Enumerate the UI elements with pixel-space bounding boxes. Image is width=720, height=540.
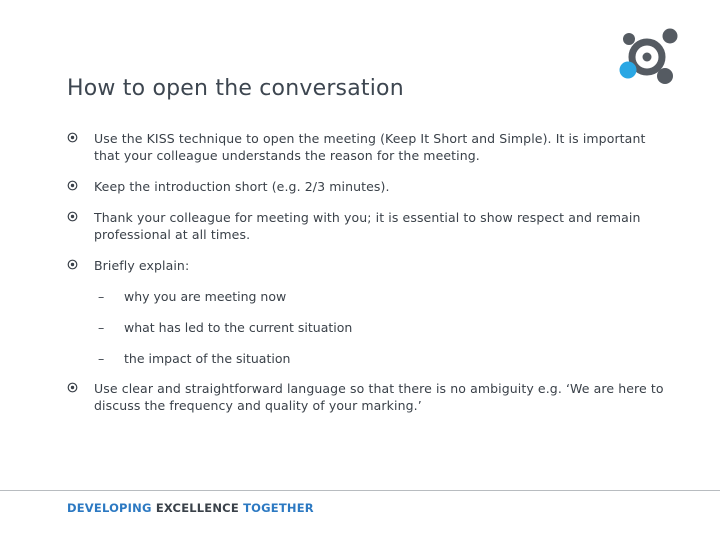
brand-logo xyxy=(614,26,684,92)
sub-bullet-item xyxy=(98,288,286,305)
tagline-together: TOGETHER xyxy=(243,501,314,515)
sub-bullet-item xyxy=(98,350,290,367)
dash-marker: – xyxy=(98,320,105,335)
slide-title: How to open the conversation xyxy=(67,76,404,101)
bullet-text: Briefly explain: xyxy=(94,258,190,273)
bullet-text: Use the KISS technique to open the meeting (Keep It Short and Simple). It is important that your colleague understands the reason for the meeting. xyxy=(94,131,646,163)
sub-bullet-text: the impact of the situation xyxy=(124,351,291,366)
bullet-text: Use clear and straightforward language so that there is no ambiguity e.g. ‘We are here to discuss the frequency and quality of your marking.’ xyxy=(94,381,664,413)
target-bullet-icon xyxy=(67,211,78,222)
sub-bullet-text: what has led to the current situation xyxy=(124,320,353,335)
sub-bullet-text: why you are meeting now xyxy=(124,289,287,304)
tagline-excellence: EXCELLENCE xyxy=(155,501,239,515)
target-bullet-icon xyxy=(67,259,78,270)
target-bullet-icon xyxy=(67,132,78,143)
footer-tagline xyxy=(67,501,314,515)
target-bullet-icon xyxy=(67,382,78,393)
tagline-developing: DEVELOPING xyxy=(67,501,152,515)
sub-bullet-item xyxy=(98,319,352,336)
bullet-text: Keep the introduction short (e.g. 2/3 minutes). xyxy=(94,179,390,194)
target-bullet-icon xyxy=(67,180,78,191)
dash-marker: – xyxy=(98,289,105,304)
footer-divider xyxy=(0,490,720,491)
bullet-text: Thank your colleague for meeting with you; it is essential to show respect and remain professional at all times. xyxy=(94,210,641,242)
dash-marker: – xyxy=(98,351,105,366)
